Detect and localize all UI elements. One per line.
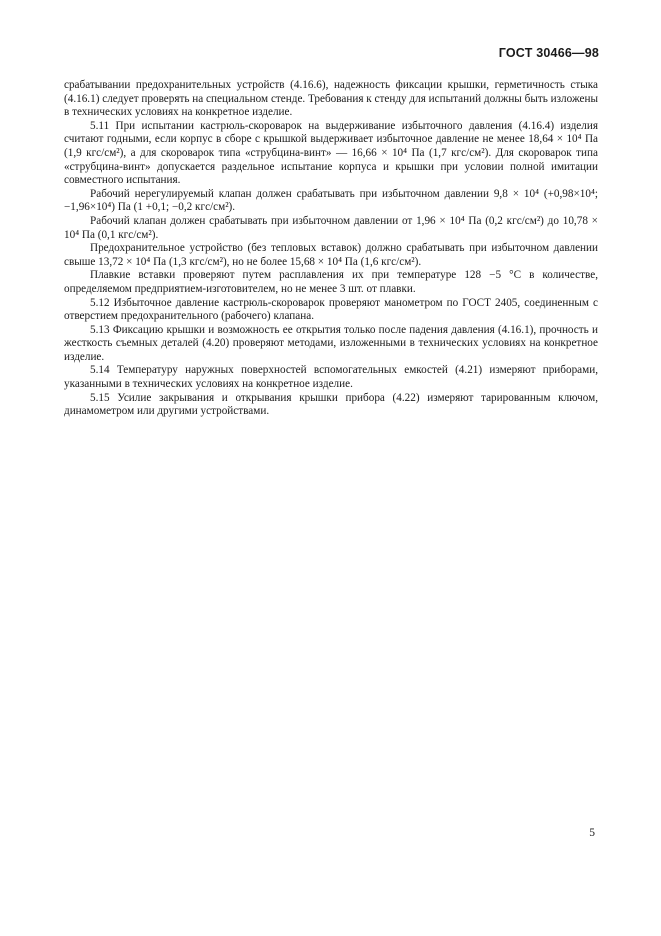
paragraph-5-14: 5.14 Температуру наружных поверхностей вспомогательных емкостей (4.21) измеряют приборами, указанными в технических условиях на конкретное изделие. [64, 364, 598, 391]
document-body [64, 79, 598, 419]
paragraph-5-15: 5.15 Усилие закрывания и открывания крышки прибора (4.22) измеряют тарированным ключом, динамометром или другими устройствами. [64, 391, 598, 418]
paragraph-5-12: 5.12 Избыточное давление кастрюль-скороварок проверяют манометром по ГОСТ 2405, соединенным с отверстием предохранительного (рабочего) клапана. [64, 296, 598, 323]
page-number: 5 [589, 827, 595, 839]
document-code: ГОСТ 30466—98 [498, 46, 599, 60]
paragraph-working-valve: Рабочий нерегулируемый клапан должен срабатывать при избыточном давлении 9,8 × 10⁴ (+0,98×10⁴; −1,96×10⁴) Па (1 +0,1; −0,2 кгс/см²). [64, 187, 598, 214]
paragraph-continuation: срабатывании предохранительных устройств (4.16.6), надежность фиксации крышки, герметичность стыка (4.16.1) следует проверять на специальном стенде. Требования к стенду для испытаний должны быть изложены в технических условиях на конкретное изделие. [64, 79, 598, 119]
paragraph-5-13: 5.13 Фиксацию крышки и возможность ее открытия только после падения давления (4.16.1), прочность и жесткость съемных деталей (4.20) проверяют методами, изложенными в технических условиях на конкретное изделие. [64, 323, 598, 363]
paragraph-fusible-inserts: Плавкие вставки проверяют путем расплавления их при температуре 128 −5 °С в количестве, определяемом предприятием-изготовителем, но не менее 3 шт. от плавки. [64, 269, 598, 295]
paragraph-5-11: 5.11 При испытании кастрюль-скороварок на выдерживание избыточного давления (4.16.4) изделия считают годными, если корпус в сборе с крышкой выдерживает избыточное давление не менее 18,64 × 10⁴ Па (1,9 кгс/см²), а для скороварок типа «струбцина-винт» — 16,66 × 10⁴ Па (1,7 кгс/см²). Для скороварок типа «струбцина-винт» допускается раздельное испытание корпуса и крышки при условии полной имитации совместного испытания. [64, 119, 598, 187]
paragraph-working-valve-range: Рабочий клапан должен срабатывать при избыточном давлении от 1,96 × 10⁴ Па (0,2 кгс/см²) до 10,78 × 10⁴ Па (0,1 кгс/см²). [64, 214, 598, 241]
paragraph-safety-device: Предохранительное устройство (без тепловых вставок) должно срабатывать при избыточном давлении свыше 13,72 × 10⁴ Па (1,3 кгс/см²), но не более 15,68 × 10⁴ Па (1,6 кгс/см²). [64, 242, 598, 268]
